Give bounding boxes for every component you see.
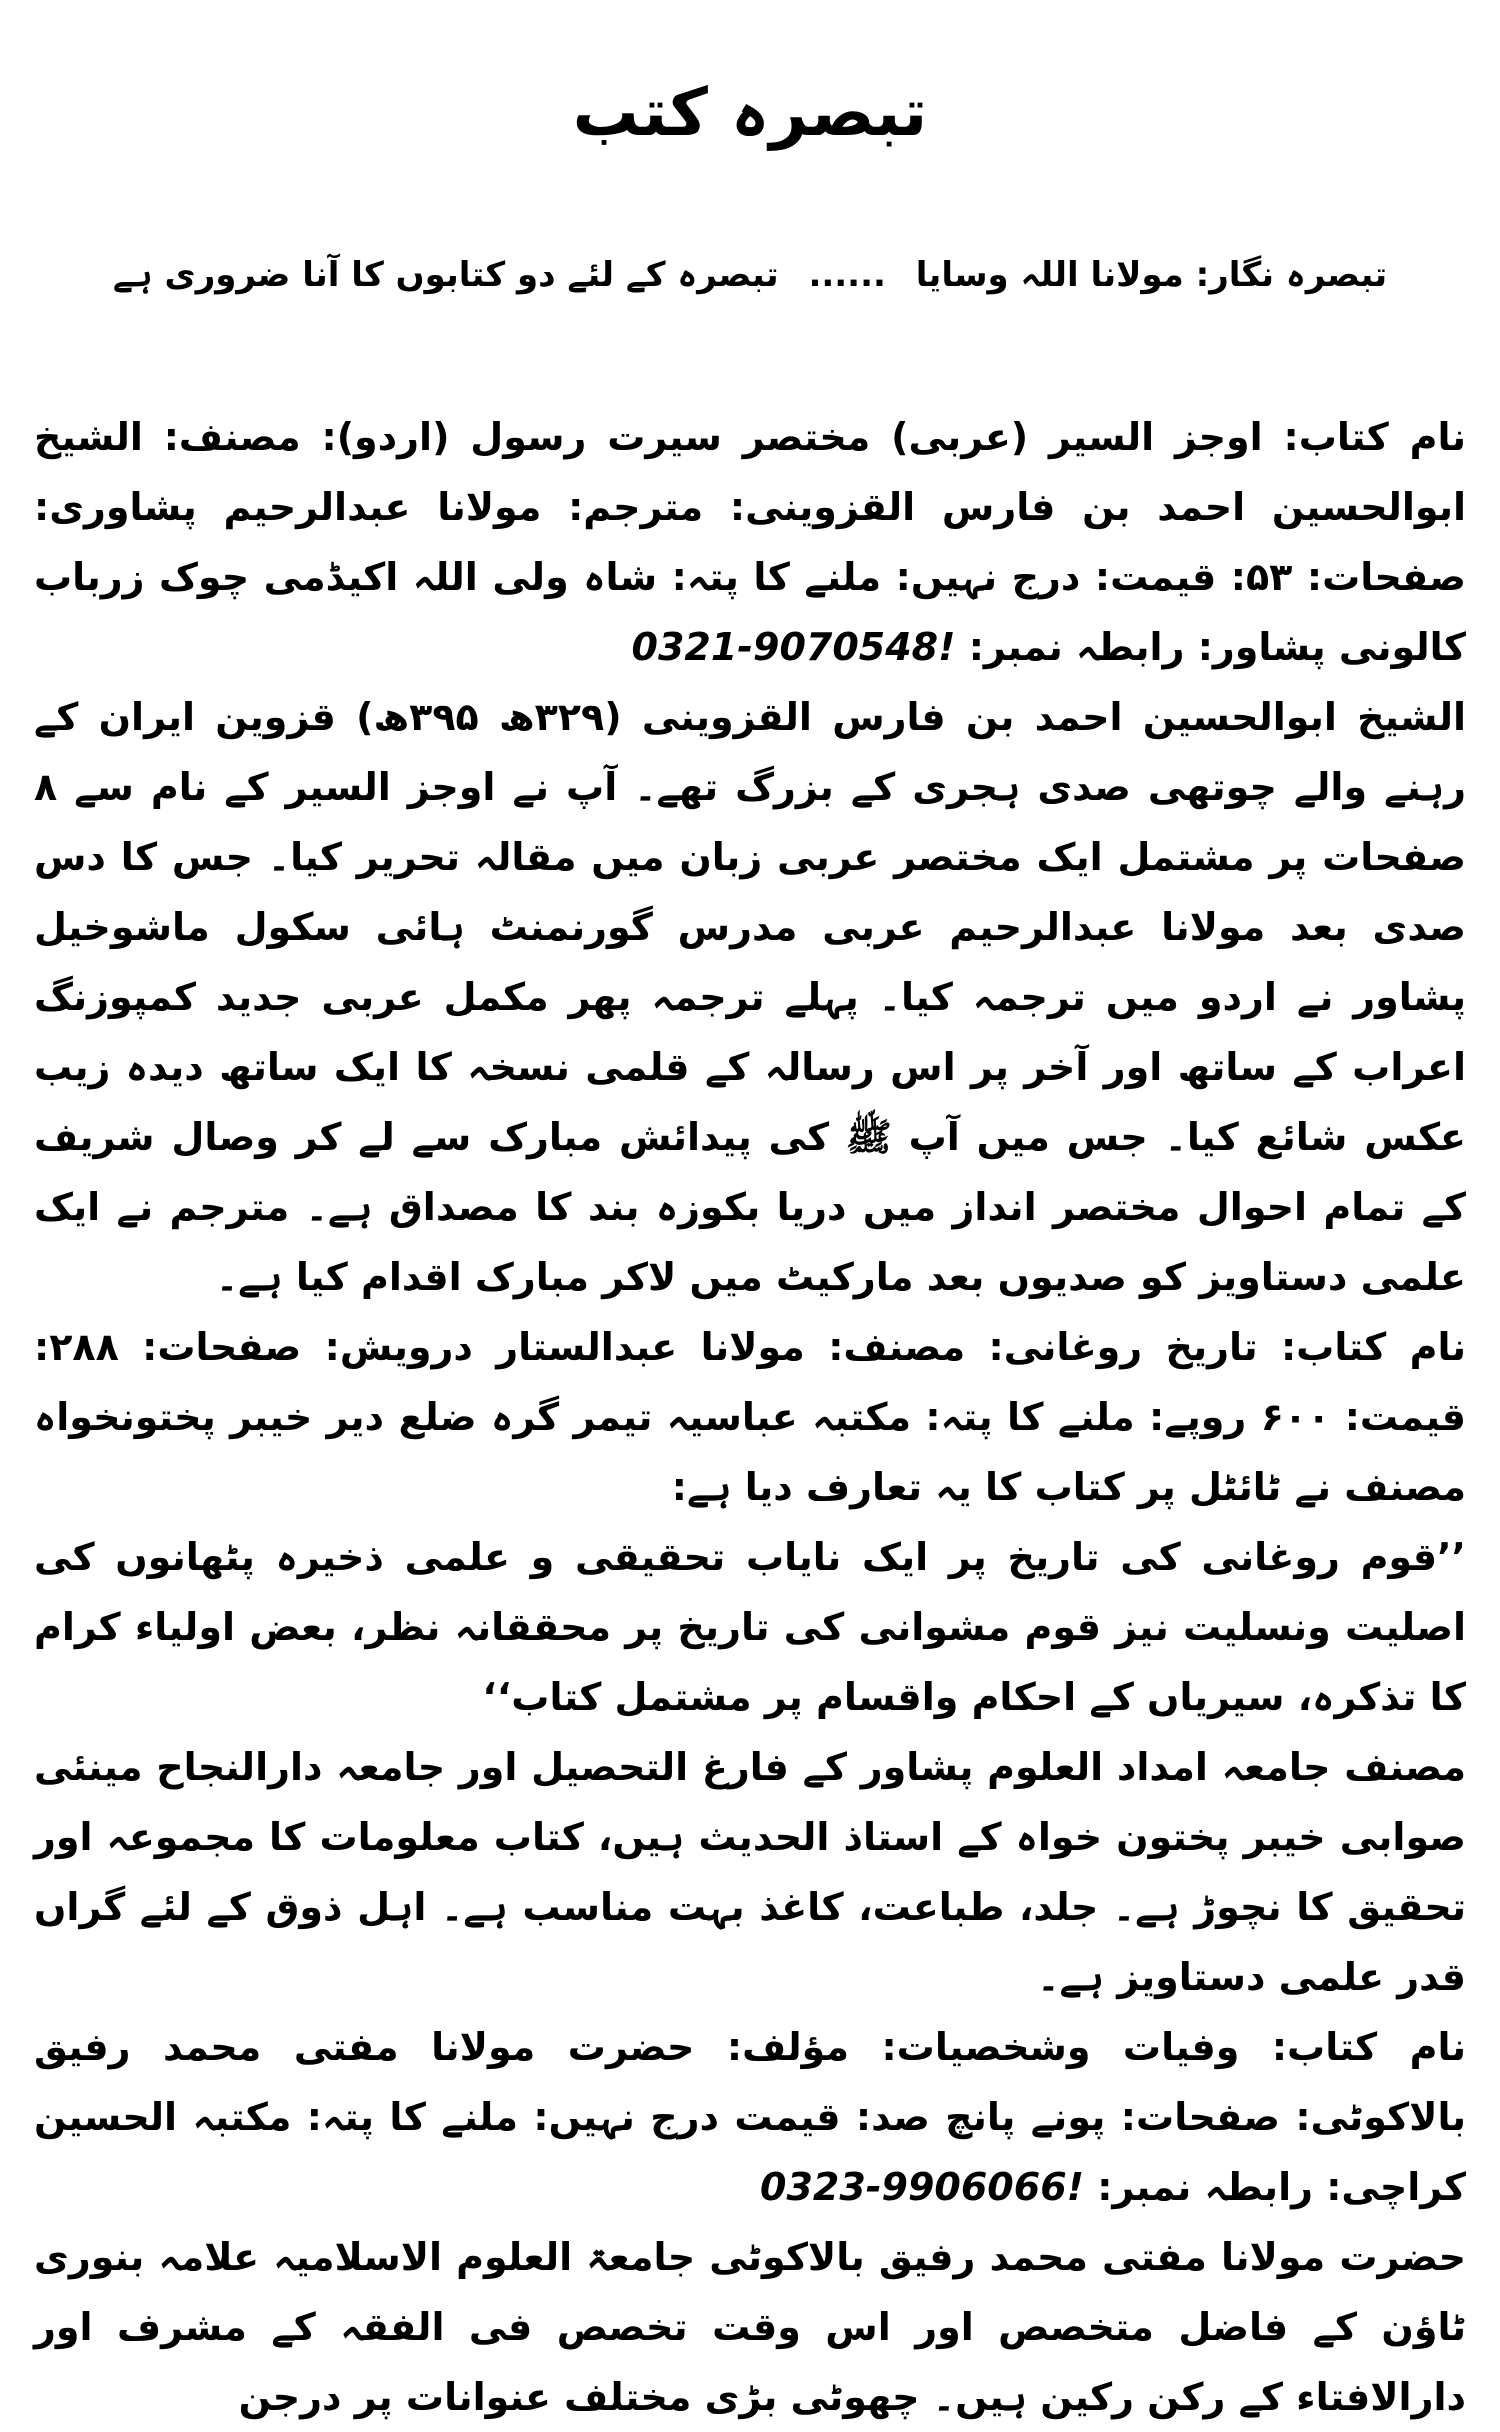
reviewer-credit: تبصرہ نگار: مولانا اللہ وسایا	[915, 255, 1388, 295]
book-quote-2-text: ’’قوم روغانی کی تاریخ پر ایک نایاب تحقیقی و علمی ذخیرہ پٹھانوں کی اصلیت ونسلیت نیز قوم مشوانی کی تاریخ پر محققانہ نظر، بعض اولیاء کرام کا تذکرہ، سیریاں کے احکام واقسام پر مشتمل کتاب‘‘	[34, 1535, 1466, 1719]
book-review-3-text: حضرت مولانا مفتی محمد رفیق بالاکوٹی جامعۃ العلوم الاسلامیہ علامہ بنوری ٹاؤن کے فاضل متخصص اور اس وقت تخصص فی الفقہ کے مشرف اور دارالافتاء کے رکن رکین ہیں۔ چھوٹی بڑی مختلف عنوانات پر درجن	[34, 2235, 1466, 2419]
book-review-3	[34, 2222, 1466, 2432]
review-body	[34, 402, 1466, 2432]
book-review-1-text: الشیخ ابوالحسین احمد بن فارس القزوینی (۳۲۹ھ ۳۹۵ھ) قزوین ایران کے رہنے والے چوتھی صدی ہجری کے بزرگ تھے۔ آپ نے اوجز السیر کے نام سے ۸ صفحات پر مشتمل ایک مختصر عربی زبان میں مقالہ تحریر کیا۔ جس کا دس صدی بعد مولانا عبدالرحیم عربی مدرس گورنمنٹ ہائی سکول ماشوخیل پشاور نے اردو میں ترجمہ کیا۔ پہلے ترجمہ پھر مکمل عربی جدید کمپوزنگ اعراب کے ساتھ اور آخر پر اس رسالہ کے قلمی نسخہ کا ایک ساتھ دیدہ زیب عکس شائع کیا۔ جس میں آپ ﷺ کی پیدائش مبارک سے لے کر وصال شریف کے تمام احوال مختصر انداز میں دریا بکوزہ بند کا مصداق ہے۔ مترجم نے ایک علمی دستاویز کو صدیوں بعد مارکیٹ میں لاکر مبارک اقدام کیا ہے۔	[34, 695, 1467, 1299]
book-entry-2	[34, 1312, 1466, 1522]
book-entry-1	[34, 402, 1466, 682]
book-quote-2	[34, 1522, 1466, 1732]
book-entry-1-phone: 0321-9070548!	[631, 625, 956, 669]
review-notice: تبصرہ کے لئے دو کتابوں کا آنا ضروری ہے	[112, 255, 779, 295]
subtitle-separator: ......	[808, 255, 886, 295]
book-review-1	[34, 682, 1466, 1312]
page-subtitle	[0, 255, 1500, 295]
book-entry-3	[34, 2012, 1466, 2222]
book-entry-3-text: نام کتاب: وفیات وشخصیات: مؤلف: حضرت مولانا مفتی محمد رفیق بالاکوٹی: صفحات: پونے پانچ صد: قیمت درج نہیں: ملنے کا پتہ: مکتبہ الحسین کراچی: رابطہ نمبر:	[34, 2025, 1466, 2209]
book-review-2-text: مصنف جامعہ امداد العلوم پشاور کے فارغ التحصیل اور جامعہ دارالنجاح مینئی صوابی خیبر پختون خواہ کے استاذ الحدیث ہیں، کتاب معلومات کا مجموعہ اور تحقیق کا نچوڑ ہے۔ جلد، طباعت، کاغذ بہت مناسب ہے۔ اہل ذوق کے لئے گراں قدر علمی دستاویز ہے۔	[34, 1745, 1466, 1999]
book-entry-3-phone: 0323-9906066!	[760, 2165, 1084, 2209]
book-review-2	[34, 1732, 1466, 2012]
page-title: تبصرہ کتب	[572, 74, 928, 151]
book-entry-2-text: نام کتاب: تاریخ روغانی: مصنف: مولانا عبدالستار درویش: صفحات: ۲۸۸: قیمت: ۶۰۰ روپے: ملنے کا پتہ: مکتبہ عباسیہ تیمر گرہ ضلع دیر خیبر پختونخواہ مصنف نے ٹائٹل پر کتاب کا یہ تعارف دیا ہے:	[34, 1325, 1466, 1509]
book-entry-1-text: نام کتاب: اوجز السیر (عربی) مختصر سیرت رسول (اردو): مصنف: الشیخ ابوالحسین احمد بن فارس القزوینی: مترجم: مولانا عبدالرحیم پشاوری: صفحات: ۵۳: قیمت: درج نہیں: ملنے کا پتہ: شاہ ولی اللہ اکیڈمی چوک زرباب کالونی پشاور: رابطہ نمبر:	[34, 415, 1466, 669]
